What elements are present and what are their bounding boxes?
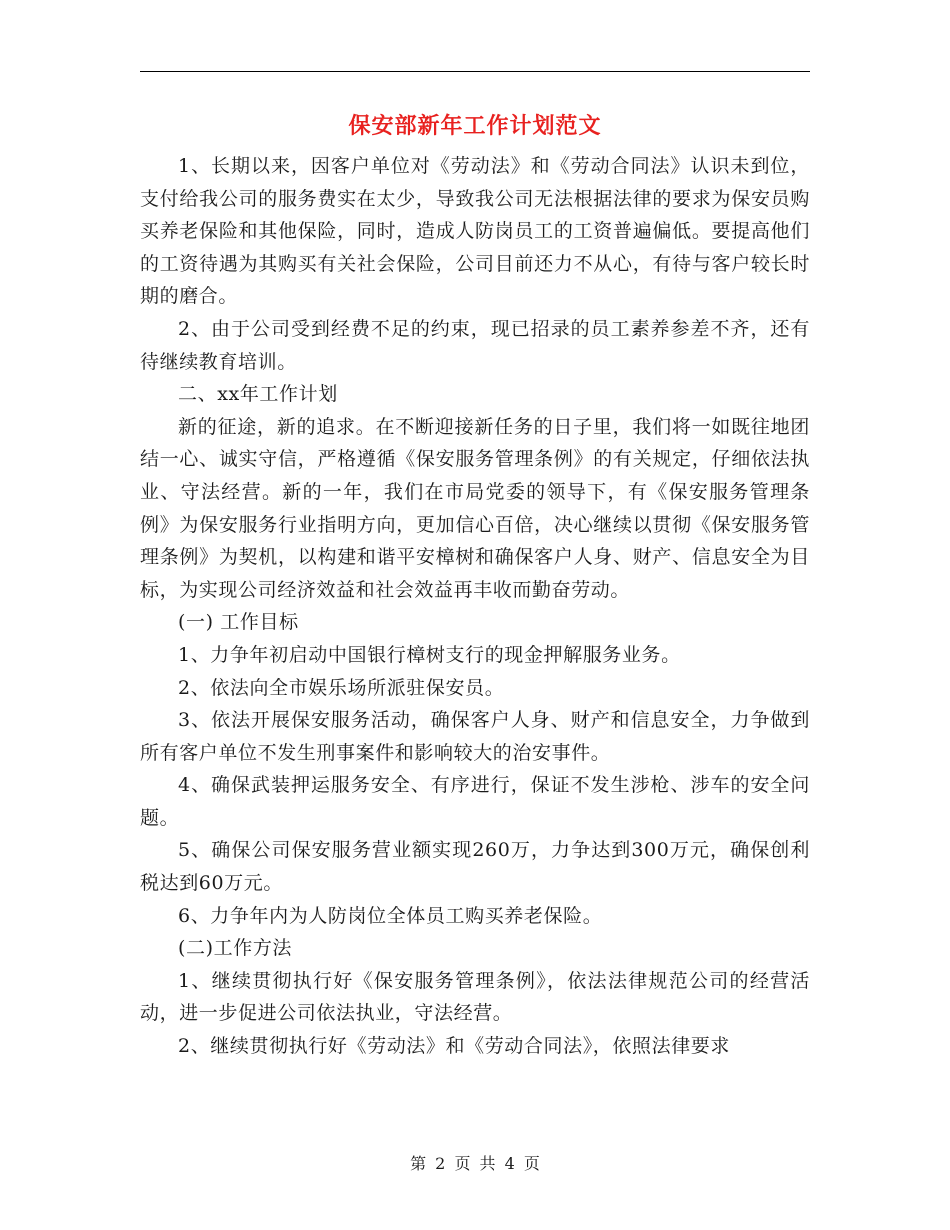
paragraph-issue-2: 2、由于公司受到经费不足的约束，现已招录的员工素养参差不齐，还有待继续教育培训。 (140, 317, 810, 373)
paragraph-issue-1: 1、长期以来，因客户单位对《劳动法》和《劳动合同法》认识未到位，支付给我公司的服务费实在太少，导致我公司无法根据法律的要求为保安员购买养老保险和其他保险，同时，造成人防岗员工的工资普遍偏低。要提高他们的工资待遇为其购买有关社会保险，公司目前还力不从心，有待与客户较长时期的磨合。 (140, 155, 810, 308)
goal-item-2: 2、依法向全市娱乐场所派驻保安员。 (178, 676, 505, 699)
subheading-goals: (一) 工作目标 (178, 611, 299, 634)
document-body (140, 150, 810, 1063)
method-item-1: 1、继续贯彻执行好《保安服务管理条例》，依法法律规范公司的经营活动，进一步促进公司依法执业，守法经营。 (140, 969, 810, 1025)
page-footer: 第 2 页 共 4 页 (410, 1154, 540, 1173)
method-item-2: 2、继续贯彻执行好《劳动法》和《劳动合同法》，依照法律要求 (178, 1035, 730, 1058)
subheading-methods: (二)工作方法 (178, 937, 293, 960)
header-rule (140, 71, 810, 72)
goal-item-3: 3、依法开展保安服务活动，确保客户人身、财产和信息安全，力争做到所有客户单位不发生刑事案件和影响较大的治安事件。 (140, 709, 810, 764)
section-heading-plan: 二、xx年工作计划 (178, 383, 338, 406)
document-title: 保安部新年工作计划范文 (348, 113, 602, 139)
goal-item-5: 5、确保公司保安服务营业额实现260万，力争达到300万元，确保创利税达到60万元。 (140, 839, 810, 895)
goal-item-4: 4、确保武装押运服务安全、有序进行，保证不发生涉枪、涉车的安全问题。 (140, 774, 810, 829)
goal-item-1: 1、力争年初启动中国银行樟树支行的现金押解服务业务。 (178, 643, 681, 666)
paragraph-intro: 新的征途，新的追求。在不断迎接新任务的日子里，我们将一如既往地团结一心、诚实守信，严格遵循《保安服务管理条例》的有关规定，仔细依法执业、守法经营。新的一年，我们在市局党委的领导下，有《保安服务管理条例》为保安服务行业指明方向，更加信心百倍，决心继续以贯彻《保安服务管理条例》为契机，以构建和谐平安樟树和确保客户人身、财产、信息安全为目标，为实现公司经济效益和社会效益再丰收而勤奋劳动。 (140, 415, 810, 601)
goal-item-6: 6、力争年内为人防岗位全体员工购买养老保险。 (178, 904, 603, 927)
